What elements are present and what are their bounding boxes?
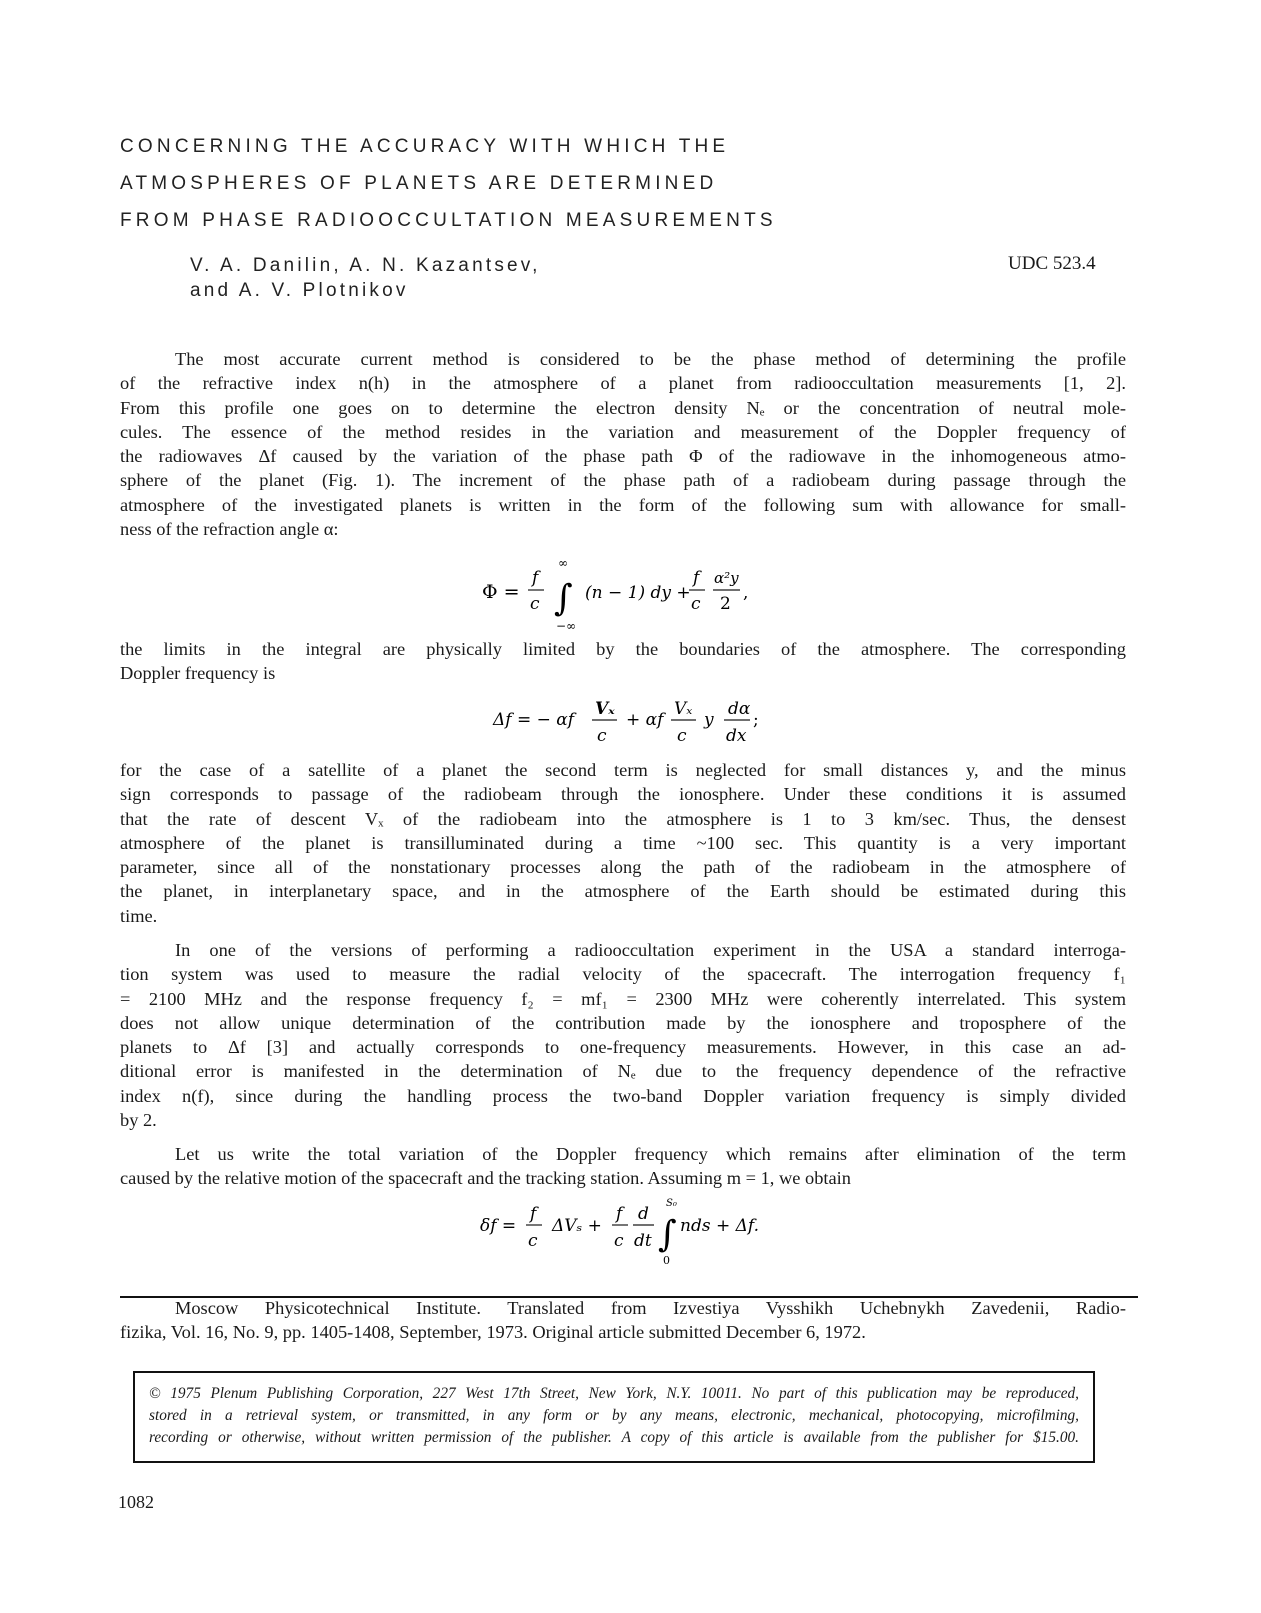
text-line: parameter, since all of the nonstationary processes along the path of the radiobeam in the atmosphere of: [120, 857, 1126, 878]
eq3-f: f: [530, 1204, 537, 1224]
eq1-lhs: Φ =: [482, 581, 520, 603]
eq2-dalpha: dα: [728, 699, 751, 719]
eq3-lhs: δf =: [480, 1216, 517, 1236]
author-line: V. A. Danilin, A. N. Kazantsev,: [190, 255, 541, 276]
text-line: Doppler frequency is: [120, 663, 276, 684]
eq3-delta-vs: ΔVₛ +: [552, 1216, 602, 1236]
text-line: caused by the relative motion of the spacecraft and the tracking station. Assuming m = 1, we obtain: [120, 1168, 851, 1189]
eq1-alpha2y: α²y: [714, 569, 739, 587]
eq1-integral-sign: ∫: [554, 578, 573, 619]
title-line: FROM PHASE RADIOOCCULTATION MEASUREMENTS: [120, 210, 777, 231]
text-line: fizika, Vol. 16, No. 9, pp. 1405-1408, September, 1973. Original article submitted December 6, 1972.: [120, 1322, 866, 1343]
eq3-c: c: [528, 1231, 538, 1251]
footnote-source: [120, 1296, 1126, 1345]
text-line: Let us write the total variation of the Doppler frequency which remains after elimination of the term: [175, 1144, 1126, 1164]
paragraph-satellite: [120, 758, 1126, 928]
title-line: ATMOSPHERES OF PLANETS ARE DETERMINED: [120, 173, 718, 194]
text-line: ness of the refraction angle α:: [120, 519, 339, 540]
text-line: atmosphere of the investigated planets is written in the form of the following sum with allowance for small-: [120, 494, 1126, 515]
eq3-integral-sign: ∫: [658, 1214, 677, 1255]
text-line: sphere of the planet (Fig. 1). The increment of the phase path of a radiobeam during passage through the: [120, 470, 1126, 491]
eq1-c2: c: [691, 594, 701, 614]
copyright-text: [149, 1383, 1079, 1449]
equation-phase-path: [470, 548, 790, 645]
text-line: cules. The essence of the method resides in the variation and measurement of the Doppler frequency of: [120, 421, 1126, 442]
text-line: the planet, in interplanetary space, and in the atmosphere of the Earth should be estimated during this: [120, 881, 1126, 902]
text-line: © 1975 Plenum Publishing Corporation, 227 West 17th Street, New York, N.Y. 10011. No part of this publication may be reproduced,: [149, 1385, 1079, 1402]
text-line: does not allow unique determination of the contribution made by the ionosphere and troposphere of the: [120, 1012, 1126, 1033]
eq2-vx2: Vₓ: [674, 699, 693, 719]
text-line: that the rate of descent Vₓ of the radiobeam into the atmosphere is 1 to 3 km/sec. Thus, the densest: [120, 808, 1126, 829]
eq1-comma: ,: [743, 583, 749, 603]
article-title: [120, 128, 1020, 239]
eq1-integrand: (n − 1) dy +: [585, 583, 691, 603]
text-line: stored in a retrieval system, or transmitted, in any form or by any means, electronic, mechanical, photocopying, microfilming,: [149, 1407, 1079, 1424]
eq1-lower-limit: −∞: [556, 619, 577, 633]
eq3-f2: f: [616, 1204, 623, 1224]
title-line: CONCERNING THE ACCURACY WITH WHICH THE: [120, 136, 730, 157]
eq3-d: d: [638, 1204, 649, 1224]
eq2-plus: + αf: [626, 710, 664, 730]
udc-code: UDC 523.4: [1008, 253, 1096, 274]
equation-doppler: [480, 694, 800, 759]
eq1-f2: f: [693, 568, 700, 588]
eq2-dx: dx: [726, 726, 747, 746]
eq1-f: f: [532, 568, 539, 588]
author-list: [190, 253, 541, 303]
text-line: planets to Δf [3] and actually corresponds to one-frequency measurements. However, in this case an ad-: [120, 1037, 1126, 1058]
equation-phase-path-svg: [470, 548, 790, 640]
eq2-c: c: [597, 726, 607, 746]
eq3-c2: c: [614, 1231, 624, 1251]
copyright-box: [133, 1371, 1095, 1463]
paragraph-usa-experiment: [120, 938, 1126, 1132]
page-number: 1082: [118, 1492, 154, 1512]
eq2-y: y: [704, 710, 714, 730]
eq3-lower-limit: 0: [663, 1254, 670, 1267]
text-line: for the case of a satellite of a planet the second term is neglected for small distances y, and the minus: [120, 760, 1126, 780]
eq3-tail: nds + Δf.: [680, 1216, 759, 1236]
text-line: of the refractive index n(h) in the atmosphere of a planet from radiooccultation measurements [1, 2].: [120, 373, 1126, 394]
eq2-vx: Vₓ: [595, 699, 615, 719]
text-line: the radiowaves Δf caused by the variation of the phase path Φ of the radiowave in the inhomogeneous atmo-: [120, 446, 1126, 467]
text-line: the limits in the integral are physically limited by the boundaries of the atmosphere. The corresponding: [120, 639, 1126, 659]
text-line: In one of the versions of performing a radiooccultation experiment in the USA a standard interroga-: [175, 940, 1126, 960]
paragraph-limits: [120, 637, 1126, 686]
text-line: Moscow Physicotechnical Institute. Translated from Izvestiya Vysshikh Uchebnykh Zavedenii, Radio-: [175, 1298, 1126, 1318]
text-line: tion system was used to measure the radial velocity of the spacecraft. The interrogation frequency f₁: [120, 964, 1126, 985]
eq1-two: 2: [720, 594, 731, 614]
text-line: time.: [120, 905, 158, 926]
eq3-dt: dt: [634, 1231, 652, 1251]
eq2-c2: c: [677, 726, 687, 746]
text-line: = 2100 MHz and the response frequency f₂ = mf₁ = 2300 MHz were coherently interrelated. This system: [120, 988, 1126, 1009]
text-line: From this profile one goes on to determine the electron density Nₑ or the concentration of neutral mole-: [120, 397, 1126, 418]
paragraph-total-variation: [120, 1142, 1126, 1191]
text-line: ditional error is manifested in the determination of Nₑ due to the frequency dependence of the refractive: [120, 1061, 1126, 1082]
text-line: by 2.: [120, 1110, 157, 1131]
equation-total-doppler: [470, 1196, 790, 1275]
text-line: sign corresponds to passage of the radiobeam through the ionosphere. Under these conditions it is assumed: [120, 784, 1126, 805]
eq1-upper-limit: ∞: [558, 556, 568, 570]
equation-total-doppler-svg: [470, 1196, 790, 1270]
paragraph-intro: [120, 347, 1126, 541]
equation-doppler-svg: [480, 694, 800, 754]
eq2-semicolon: ;: [753, 710, 759, 730]
author-line: and A. V. Plotnikov: [190, 280, 409, 301]
text-line: recording or otherwise, without written permission of the publisher. A copy of this article is available from the publisher for $15.00.: [149, 1429, 1079, 1446]
text-line: atmosphere of the planet is transilluminated during a time ~100 sec. This quantity is a very important: [120, 832, 1126, 853]
text-line: The most accurate current method is considered to be the phase method of determining the profile: [175, 349, 1126, 369]
eq3-upper-limit: S₀: [666, 1198, 677, 1209]
eq1-c: c: [530, 594, 540, 614]
text-line: index n(f), since during the handling process the two-band Doppler variation frequency is simply divided: [120, 1085, 1126, 1106]
eq2-lhs: Δf = − αf: [493, 710, 575, 730]
